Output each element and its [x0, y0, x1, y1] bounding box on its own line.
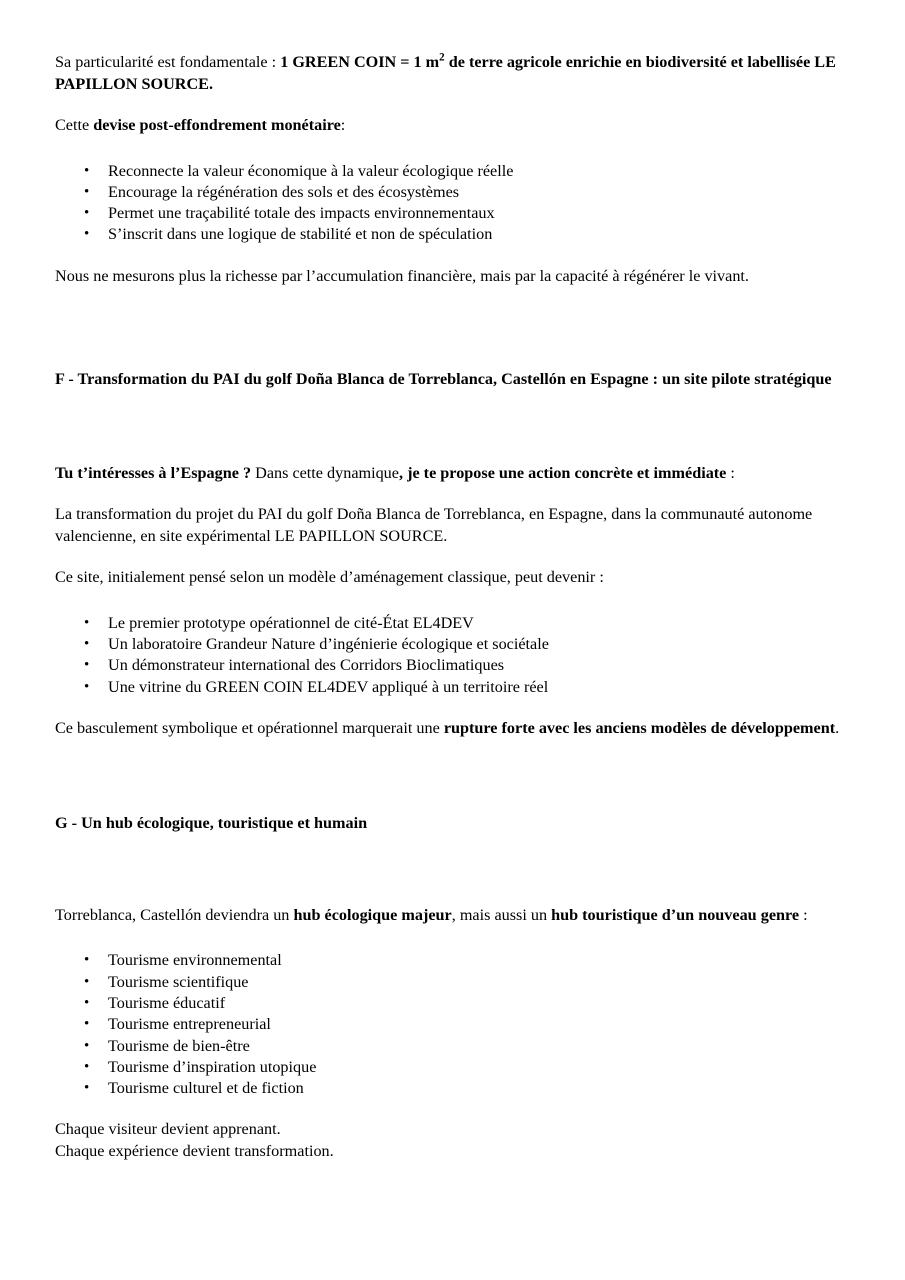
tourisme-bullet-list [55, 950, 851, 1099]
spacer [55, 589, 851, 613]
paragraph-devise [55, 115, 851, 137]
document-content [55, 52, 851, 1162]
devise-suffix: : [340, 116, 346, 134]
list-item: • Tourisme entrepreneurial [55, 1014, 851, 1035]
paragraph-ce-site: Ce site, initialement pensé selon un modèle d’aménagement classique, peut devenir : [55, 568, 604, 587]
closing-line-1: Chaque visiteur devient apprenant. [55, 1120, 281, 1139]
torreblanca-bold-a: hub écologique majeur [293, 905, 452, 924]
paragraph-transformation: La transformation du projet du PAI du golf Doña Blanca de Torreblanca, en Espagne, dans la communauté autonome valencienne, en site expérimental LE PAPILLON SOURCE. [55, 505, 813, 545]
torreblanca-bold-b: hub touristique d’un nouveau genre [551, 905, 800, 924]
spacer [55, 287, 851, 345]
list-item: • Tourisme culturel et de fiction [55, 1078, 851, 1099]
list-item: • Une vitrine du GREEN COIN EL4DEV appliqué à un territoire réel [55, 677, 851, 698]
basculement-bold: rupture forte avec les anciens modèles de développement [443, 718, 836, 737]
particularite-bold-a: 1 GREEN COIN = 1 m [280, 53, 440, 71]
list-item: • Tourisme d’inspiration utopique [55, 1057, 851, 1078]
spacer [55, 739, 851, 797]
list-item: • Tourisme éducatif [55, 993, 851, 1014]
torreblanca-suffix: : [799, 905, 808, 924]
espagne-bold-a: Tu t’intéresses à l’Espagne ? [55, 463, 252, 482]
devise-bullet-list [55, 161, 851, 246]
spacer [55, 345, 851, 369]
torreblanca-prefix: Torreblanca, Castellón deviendra un [55, 905, 294, 924]
spacer [55, 1099, 851, 1119]
espagne-regular: Dans cette dynamique [251, 463, 399, 482]
spacer [55, 246, 851, 266]
devise-prefix: Cette [55, 116, 94, 134]
list-item: • Tourisme environnemental [55, 950, 851, 971]
spacer [55, 547, 851, 567]
espagne-bold-b: , je te propose une action concrète et immédiate [398, 463, 727, 482]
espagne-suffix: : [726, 463, 735, 482]
paragraph-richesse: Nous ne mesurons plus la richesse par l’accumulation financière, mais par la capacité à régénérer le vivant. [55, 266, 749, 285]
list-item: • Reconnecte la valeur économique à la valeur écologique réelle [55, 161, 851, 182]
spacer [55, 95, 851, 115]
spacer [55, 449, 851, 463]
list-item: • Tourisme de bien-être [55, 1036, 851, 1057]
torreblanca-middle: , mais aussi un [451, 905, 552, 924]
closing-line-2: Chaque expérience devient transformation. [55, 1141, 334, 1160]
paragraph-particularite [55, 52, 851, 95]
list-item: • Tourisme scientifique [55, 972, 851, 993]
paragraph-torreblanca [55, 905, 851, 927]
list-item: • Permet une traçabilité totale des impacts environnementaux [55, 203, 851, 224]
list-item: • Un démonstrateur international des Corridors Bioclimatiques [55, 655, 851, 676]
spacer [55, 926, 851, 950]
spacer [55, 391, 851, 449]
site-bullet-list [55, 613, 851, 698]
spacer [55, 893, 851, 905]
basculement-suffix: . [835, 718, 840, 737]
spacer [55, 137, 851, 161]
list-item: • S’inscrit dans une logique de stabilité et non de spéculation [55, 224, 851, 245]
section-g-heading: G - Un hub écologique, touristique et humain [55, 814, 368, 833]
square-meter-superscript: 2 [439, 51, 445, 64]
list-item: • Un laboratoire Grandeur Nature d’ingénierie écologique et sociétale [55, 634, 851, 655]
paragraph-espagne [55, 463, 851, 485]
spacer [55, 484, 851, 504]
paragraph-basculement [55, 718, 851, 740]
section-f-heading: F - Transformation du PAI du golf Doña Blanca de Torreblanca, Castellón en Espagne : un site pilote stratégique [55, 370, 832, 389]
list-item: • Encourage la régénération des sols et des écosystèmes [55, 182, 851, 203]
particularite-prefix: Sa particularité est fondamentale : [55, 53, 281, 71]
spacer [55, 698, 851, 718]
basculement-prefix: Ce basculement symbolique et opérationnel marquerait une [55, 718, 444, 737]
list-item: • Le premier prototype opérationnel de cité-État EL4DEV [55, 613, 851, 634]
spacer [55, 797, 851, 813]
spacer [55, 835, 851, 893]
particularite-bold-b: de terre agricole enrichie en biodiversité et labellisée LE PAPILLON SOURCE. [55, 53, 836, 93]
devise-bold: devise post-effondrement monétaire [93, 116, 341, 134]
